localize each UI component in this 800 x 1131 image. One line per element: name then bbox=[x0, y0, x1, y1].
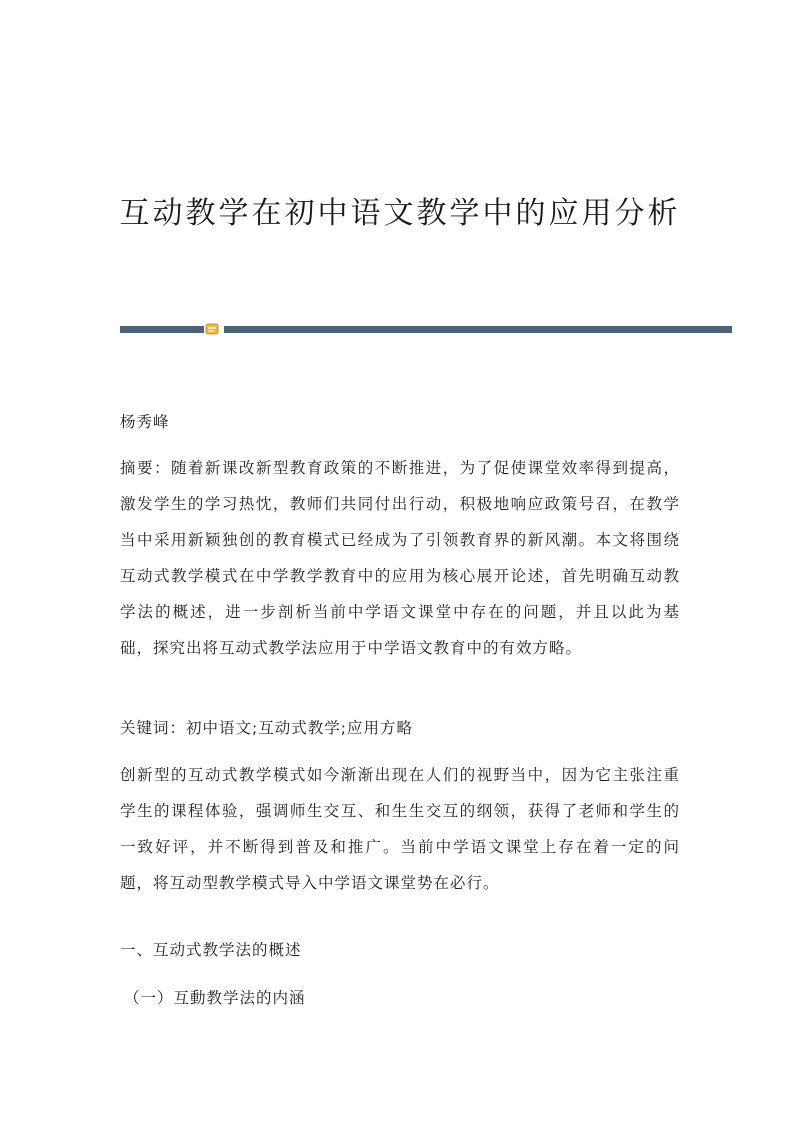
subsection-heading: （一）互動教学法的内涵 bbox=[124, 989, 306, 1007]
author-name: 杨秀峰 bbox=[120, 413, 170, 431]
title-divider-right bbox=[224, 326, 732, 333]
abstract-paragraph: 摘要：随着新课改新型教育政策的不断推进，为了促使课堂效率得到提高，激发学生的学习热忱，教师们共同付出行动，积极地响应政策号召，在教学当中采用新颖独创的教育模式已经成为了引领教育界的新风潮。本文将围绕互动式教学模式在中学教学教育中的应用为核心展开论述，首先明确互动教学法的概述，进一步剖析当前中学语文课堂中存在的问题，并且以此为基础，探究出将互动式教学法应用于中学语文教育中的有效方略。 bbox=[120, 459, 680, 657]
document-title: 互动教学在初中语文教学中的应用分析 bbox=[119, 196, 681, 231]
title-divider-left bbox=[120, 326, 204, 333]
section-heading: 一、互动式教学法的概述 bbox=[120, 941, 302, 959]
divider-ornament-icon bbox=[205, 323, 219, 335]
intro-paragraph: 创新型的互动式教学模式如今渐渐出现在人们的视野当中，因为它主张注重学生的课程体验，强调师生交互、和生生交互的纲领，获得了老师和学生的一致好评，并不断得到普及和推广。当前中学语文课堂上存在着一定的问题，将互动型教学模式导入中学语文课堂势在必行。 bbox=[120, 766, 680, 892]
keywords-line: 关键词：初中语文;互动式教学;应用方略 bbox=[120, 719, 413, 737]
